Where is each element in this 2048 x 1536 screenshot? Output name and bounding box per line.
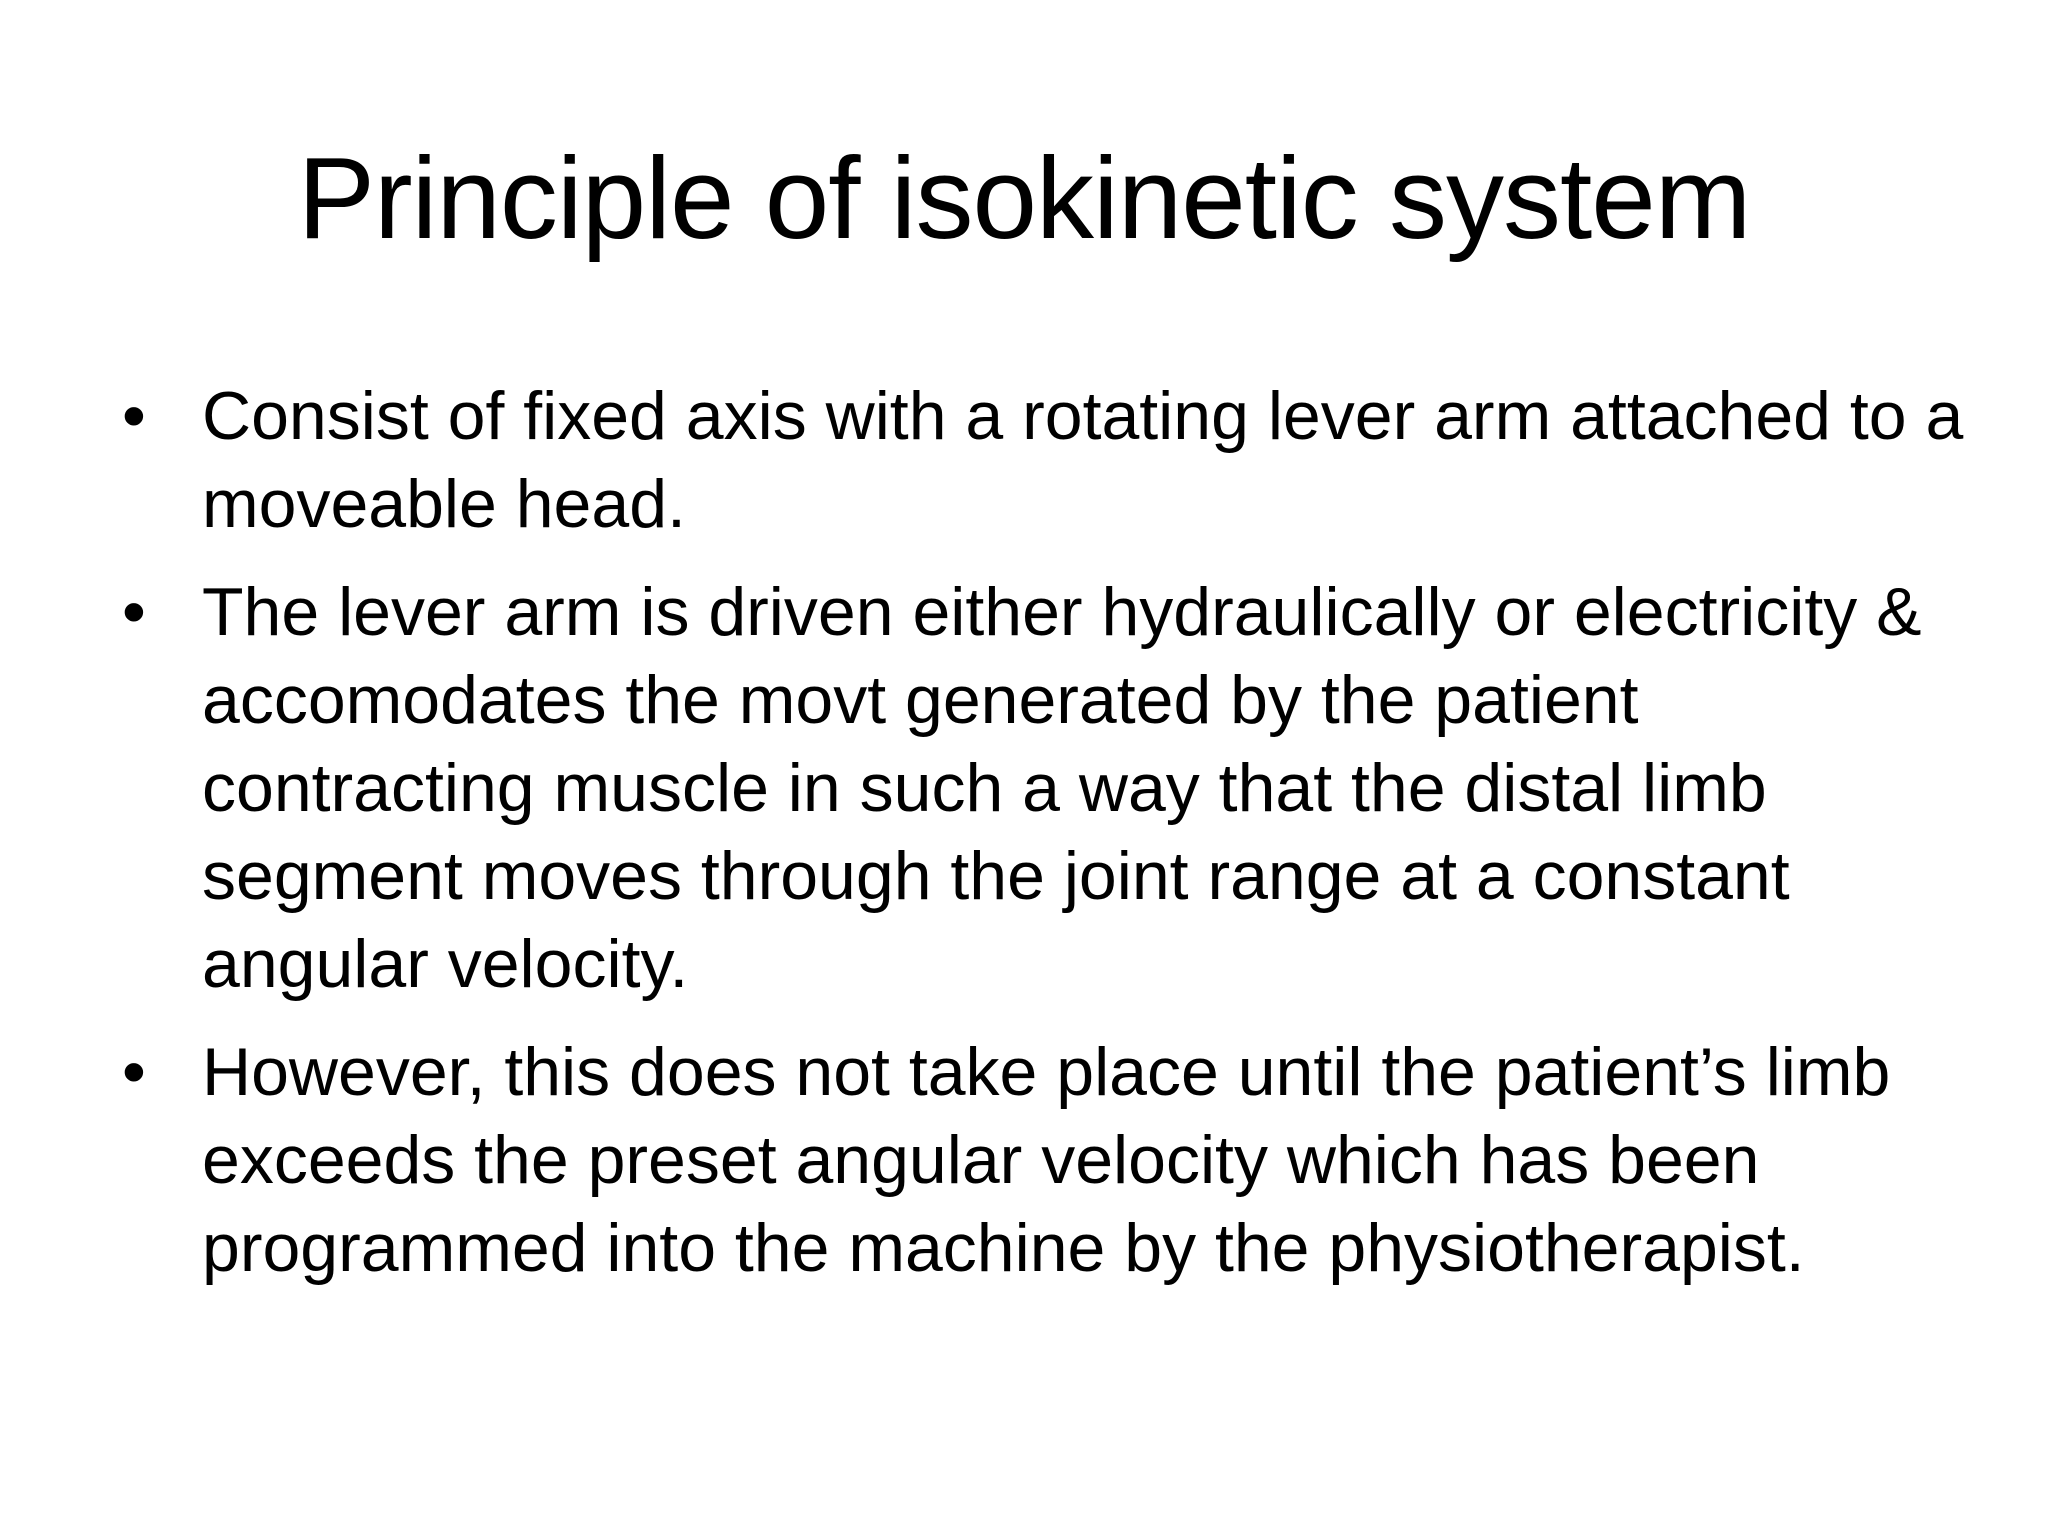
- bullet-item: [120, 372, 1980, 548]
- bullet-marker: •: [122, 574, 146, 650]
- bullet-marker: •: [122, 378, 146, 454]
- bullet-text: The lever arm is driven either hydraulically or electricity & accomodates the movt generated by the patient contracting muscle in such a way that the distal limb segment moves through the joint range at a constant angular velocity.: [202, 574, 1922, 1002]
- bullet-text: Consist of fixed axis with a rotating lever arm attached to a moveable head.: [202, 378, 1964, 542]
- bullet-text: However, this does not take place until the patient’s limb exceeds the preset angular velocity which has been programmed into the machine by the physiotherapist.: [202, 1034, 1891, 1286]
- bullet-item: [120, 1028, 1980, 1292]
- bullet-marker: •: [122, 1034, 146, 1110]
- bullet-list: [120, 372, 1980, 1312]
- bullet-item: [120, 568, 1980, 1008]
- slide-title: Principle of isokinetic system: [297, 133, 1751, 263]
